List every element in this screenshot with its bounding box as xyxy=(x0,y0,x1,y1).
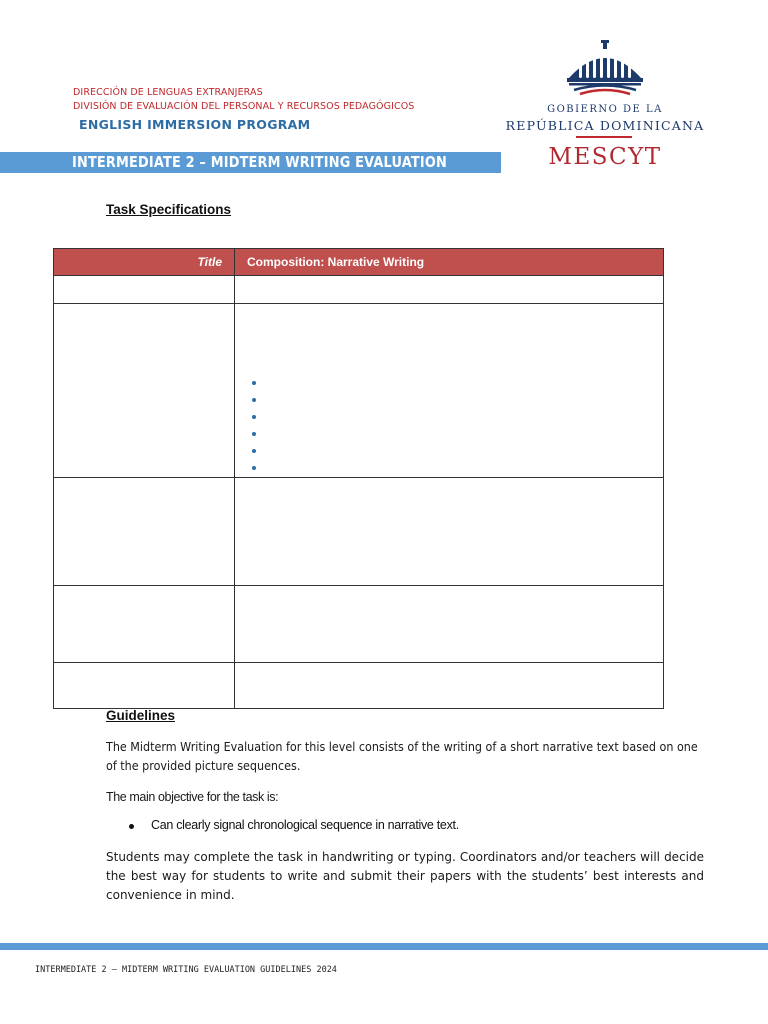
objective-text: Can clearly signal chronological sequence in narrative text. xyxy=(151,818,459,832)
submission-paragraph: Students may complete the task in handwriting or typing. Coordinators and/or teachers will decide the best way for students to write and submit their papers with the students’ best interests and convenience in mind. xyxy=(106,850,704,902)
table-cell xyxy=(235,478,664,586)
table-row xyxy=(54,478,664,586)
table-header-row xyxy=(54,249,664,276)
government-line: GOBIERNO DE LA xyxy=(547,104,663,115)
table-cell xyxy=(54,586,235,663)
list-item xyxy=(252,375,663,392)
footer-divider xyxy=(0,943,768,950)
republic-line: REPÚBLICA DOMINICANA xyxy=(505,118,705,133)
document-title: INTERMEDIATE 2 – MIDTERM WRITING EVALUATION xyxy=(72,153,447,171)
dome-emblem-icon xyxy=(500,38,710,102)
mescyt-wordmark: MESCYT xyxy=(548,144,662,170)
document-title-bar xyxy=(0,152,501,173)
table-cell xyxy=(54,276,235,304)
task-specifications-heading: Task Specifications xyxy=(106,202,232,217)
table-row xyxy=(54,663,664,709)
guidelines-heading: Guidelines xyxy=(106,708,176,723)
objective-intro: The main objective for the task is: xyxy=(106,790,279,804)
guidelines-intro: The Midterm Writing Evaluation for this level consists of the writing of a short narrative text based on one of the provided picture sequences. xyxy=(106,740,698,773)
table-cell xyxy=(235,586,664,663)
table-cell xyxy=(54,478,235,586)
footer-text: INTERMEDIATE 2 – MIDTERM WRITING EVALUATION GUIDELINES 2024 xyxy=(35,965,337,975)
list-item xyxy=(252,426,663,443)
list-item xyxy=(252,443,663,460)
bullet-icon xyxy=(129,824,134,829)
department-line: DIRECCIÓN DE LENGUAS EXTRANJERAS xyxy=(73,87,263,98)
table-cell xyxy=(235,276,664,304)
header-label-cell: Title xyxy=(54,249,235,276)
list-item xyxy=(252,460,663,477)
objective-item xyxy=(129,818,459,832)
empty-bullet-list xyxy=(235,375,663,477)
division-line: DIVISIÓN DE EVALUACIÓN DEL PERSONAL Y RECURSOS PEDAGÓGICOS xyxy=(73,101,415,112)
logo-divider xyxy=(576,136,632,138)
government-logo xyxy=(500,38,710,178)
list-item xyxy=(252,409,663,426)
table-cell xyxy=(235,304,664,478)
program-name: ENGLISH IMMERSION PROGRAM xyxy=(79,117,311,132)
task-specifications-table xyxy=(53,248,664,709)
list-item xyxy=(252,392,663,409)
header-value-cell: Composition: Narrative Writing xyxy=(235,249,664,276)
table-cell xyxy=(235,663,664,709)
table-cell xyxy=(54,663,235,709)
table-row xyxy=(54,304,664,478)
table-row xyxy=(54,276,664,304)
table-cell xyxy=(54,304,235,478)
table-row xyxy=(54,586,664,663)
